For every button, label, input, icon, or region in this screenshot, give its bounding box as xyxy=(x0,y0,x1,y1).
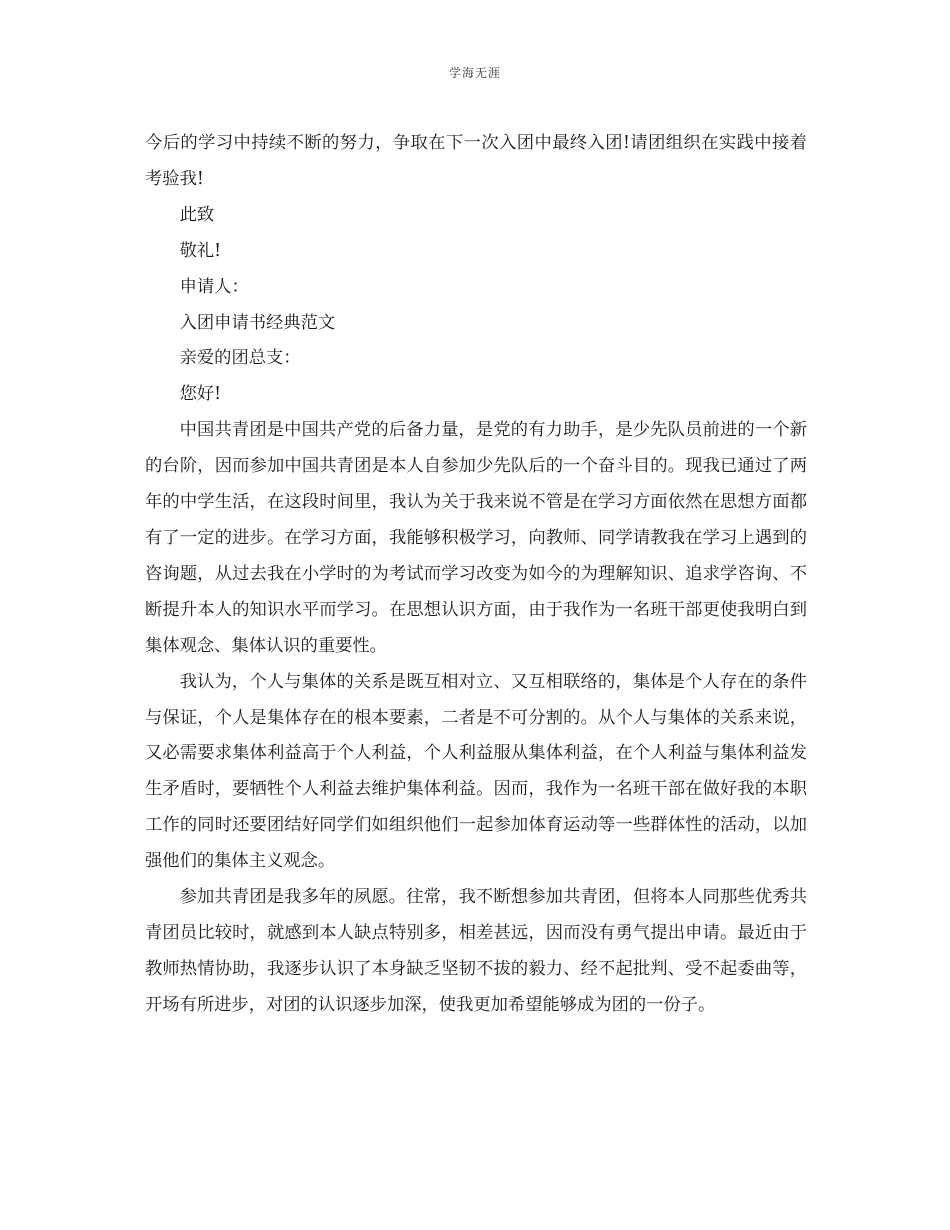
page-header: 学海无涯 xyxy=(448,66,501,80)
document-body xyxy=(145,126,807,1024)
body-paragraph: 中国共青团是中国共产党的后备力量，是党的有力助手，是少先队员前进的一个新的台阶，因而参加中国共青团是本人自参加少先队后的一个奋斗目的。现我已通过了两年的中学生活，在这段时间里，我认为关于我来说不管是在学习方面依然在思想方面都有了一定的进步。在学习方面，我能够积极学习，向教师、同学请教我在学习上遇到的咨询题，从过去我在小学时的为考试而学习改变为如今的为理解知识、追求学咨询、不断提升本人的知识水平而学习。在思想认识方面，由于我作为一名班干部更使我明白到集体观念、集体认识的重要性。 xyxy=(145,420,807,656)
greeting-hello: 您好! xyxy=(179,384,222,405)
greeting-addressee: 亲爱的团总支： xyxy=(179,348,301,369)
applicant-label: 申请人： xyxy=(179,276,249,297)
closing-salutation: 此致 xyxy=(179,204,215,225)
paragraph-continuation: 今后的学习中持续不断的努力，争取在下一次入团中最终入团!请团组织在实践中接着考验我! xyxy=(145,133,807,189)
body-paragraph: 参加共青团是我多年的夙愿。往常，我不断想参加共青团，但将本人同那些优秀共青团员比较时，就感到本人缺点特别多，相差甚远，因而没有勇气提出申请。最近由于教师热情协助，我逐步认识了本身缺乏坚韧不拔的毅力、经不起批判、受不起委曲等，开场有所进步，对团的认识逐步加深，使我更加希望能够成为团的一份子。 xyxy=(145,887,807,1015)
section-title: 入团申请书经典范文 xyxy=(179,312,336,333)
closing-respect: 敬礼! xyxy=(179,240,222,261)
body-paragraph: 我认为，个人与集体的关系是既互相对立、又互相联络的，集体是个人存在的条件与保证，个人是集体存在的根本要素，二者是不可分割的。从个人与集体的关系来说，又必需要求集体利益高于个人利益，个人利益服从集体利益，在个人利益与集体利益发生矛盾时，要牺牲个人利益去维护集体利益。因而，我作为一名班干部在做好我的本职工作的同时还要团结好同学们如组织他们一起参加体育运动等一些群体性的活动，以加强他们的集体主义观念。 xyxy=(145,671,807,872)
